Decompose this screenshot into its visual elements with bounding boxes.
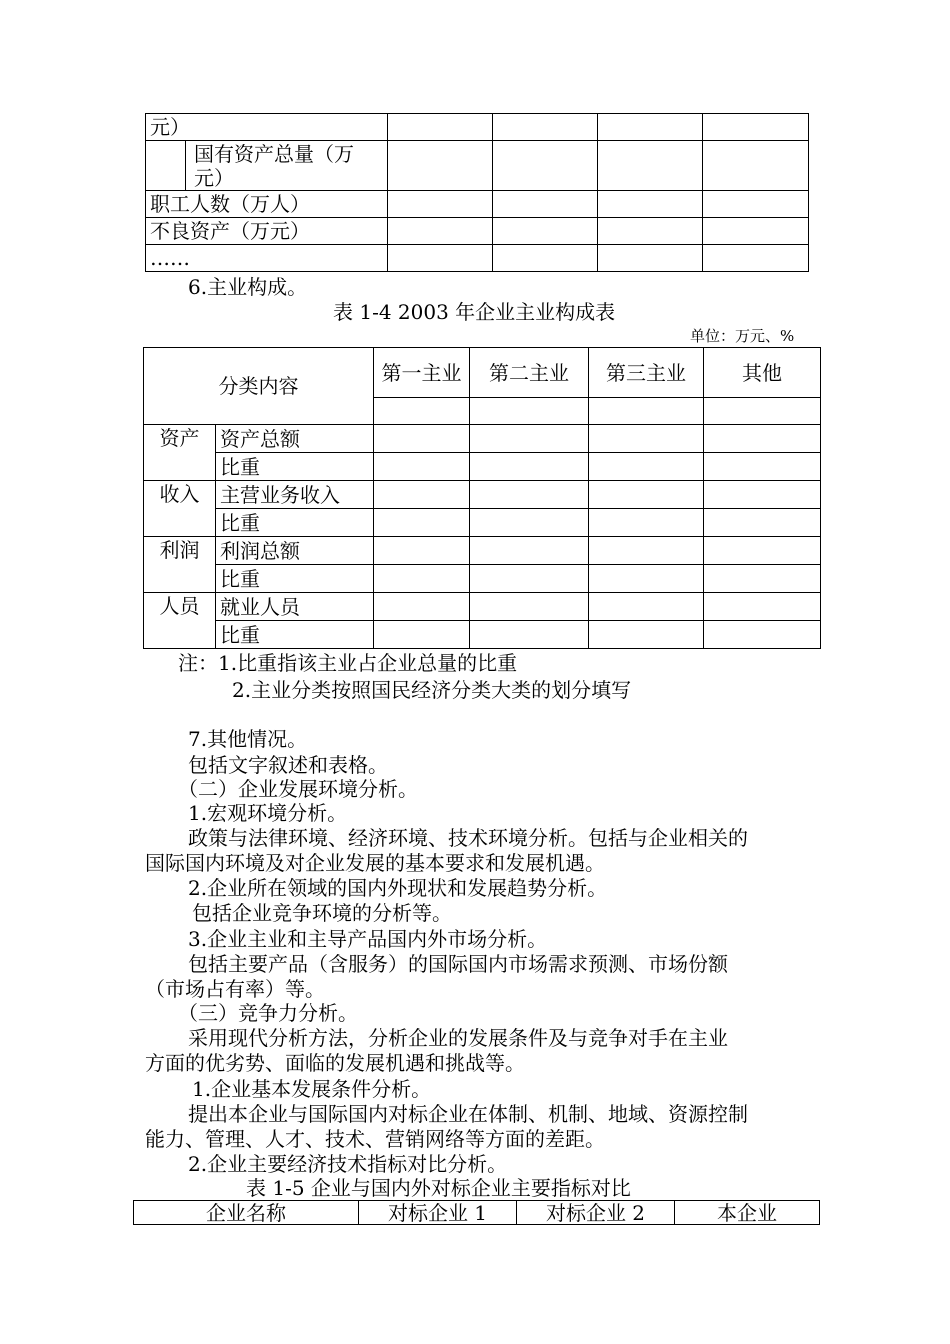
table-row	[144, 537, 821, 565]
group-item: 资产总额	[216, 425, 374, 453]
group-ratio: 比重	[216, 509, 374, 537]
group-ratio: 比重	[216, 453, 374, 481]
top-table	[145, 113, 809, 272]
group-item: 利润总额	[216, 537, 374, 565]
table-note-2: 2.主业分类按照国民经济分类大类的划分填写	[232, 678, 632, 702]
group-name: 资产	[144, 425, 216, 481]
table-caption: 表 1-4 2003 年企业主业构成表	[333, 300, 616, 324]
paragraph-line: 包括企业竞争环境的分析等。	[192, 901, 452, 925]
paragraph-line: 包括文字叙述和表格。	[188, 753, 388, 777]
section-heading: （二）企业发展环境分析。	[178, 777, 418, 801]
header-cell: 企业名称	[134, 1201, 359, 1225]
table-1-5	[133, 1200, 820, 1225]
group-ratio: 比重	[216, 565, 374, 593]
paragraph-line: 1.宏观环境分析。	[188, 801, 348, 825]
table-row	[144, 621, 821, 649]
table-row	[134, 1201, 820, 1225]
paragraph-line: 采用现代分析方法，分析企业的发展条件及与竞争对手在主业	[188, 1026, 728, 1050]
table-row	[144, 481, 821, 509]
paragraph-line: 包括主要产品（含服务）的国际国内市场需求预测、市场份额	[188, 952, 728, 976]
row-label: 职工人数（万人）	[146, 191, 388, 218]
section-heading: （三）竞争力分析。	[178, 1001, 358, 1025]
table-row	[144, 593, 821, 621]
group-item: 就业人员	[216, 593, 374, 621]
paragraph-line: 1.企业基本发展条件分析。	[192, 1077, 432, 1101]
table-row	[146, 191, 809, 218]
group-name: 利润	[144, 537, 216, 593]
header-cell: 本企业	[675, 1201, 820, 1225]
table-row	[146, 245, 809, 272]
paragraph-line: 2.企业主要经济技术指标对比分析。	[188, 1152, 508, 1176]
group-name: 人员	[144, 593, 216, 649]
header-col3: 第三主业	[589, 348, 704, 398]
table-row	[146, 114, 809, 141]
table-unit: 单位：万元、%	[690, 327, 795, 345]
header-col2: 第二主业	[470, 348, 589, 398]
group-name: 收入	[144, 481, 216, 537]
table-row	[144, 425, 821, 453]
table-caption: 表 1-5 企业与国内外对标企业主要指标对比	[246, 1176, 631, 1200]
table-note-1: 注：1.比重指该主业占企业总量的比重	[178, 651, 518, 675]
paragraph-line: 国际国内环境及对企业发展的基本要求和发展机遇。	[145, 851, 605, 875]
group-ratio: 比重	[216, 621, 374, 649]
paragraph-line: 3.企业主业和主导产品国内外市场分析。	[188, 927, 548, 951]
table-1-4	[143, 347, 821, 649]
table-row	[144, 565, 821, 593]
table-row	[144, 509, 821, 537]
row-label: 不良资产（万元）	[146, 218, 388, 245]
row-label: 元）	[146, 114, 388, 141]
group-item: 主营业务收入	[216, 481, 374, 509]
table-row	[146, 218, 809, 245]
paragraph-line: 方面的优劣势、面临的发展机遇和挑战等。	[145, 1051, 525, 1075]
table-row	[146, 141, 809, 191]
section-heading: 6.主业构成。	[188, 275, 308, 299]
row-label: ……	[146, 245, 388, 272]
header-col1: 第一主业	[374, 348, 470, 398]
header-cell: 对标企业 1	[359, 1201, 517, 1225]
paragraph-line: 提出本企业与国际国内对标企业在体制、机制、地域、资源控制	[188, 1102, 748, 1126]
header-col4: 其他	[704, 348, 821, 398]
header-cell: 对标企业 2	[517, 1201, 675, 1225]
paragraph-line: 能力、管理、人才、技术、营销网络等方面的差距。	[145, 1127, 605, 1151]
paragraph-line: 政策与法律环境、经济环境、技术环境分析。包括与企业相关的	[188, 826, 748, 850]
table-row	[144, 453, 821, 481]
paragraph-line: 7.其他情况。	[188, 727, 308, 751]
paragraph-line: 2.企业所在领域的国内外现状和发展趋势分析。	[188, 876, 608, 900]
paragraph-line: （市场占有率）等。	[145, 977, 325, 1001]
header-category: 分类内容	[144, 348, 374, 425]
row-label: 国有资产总量（万元）	[186, 141, 388, 191]
